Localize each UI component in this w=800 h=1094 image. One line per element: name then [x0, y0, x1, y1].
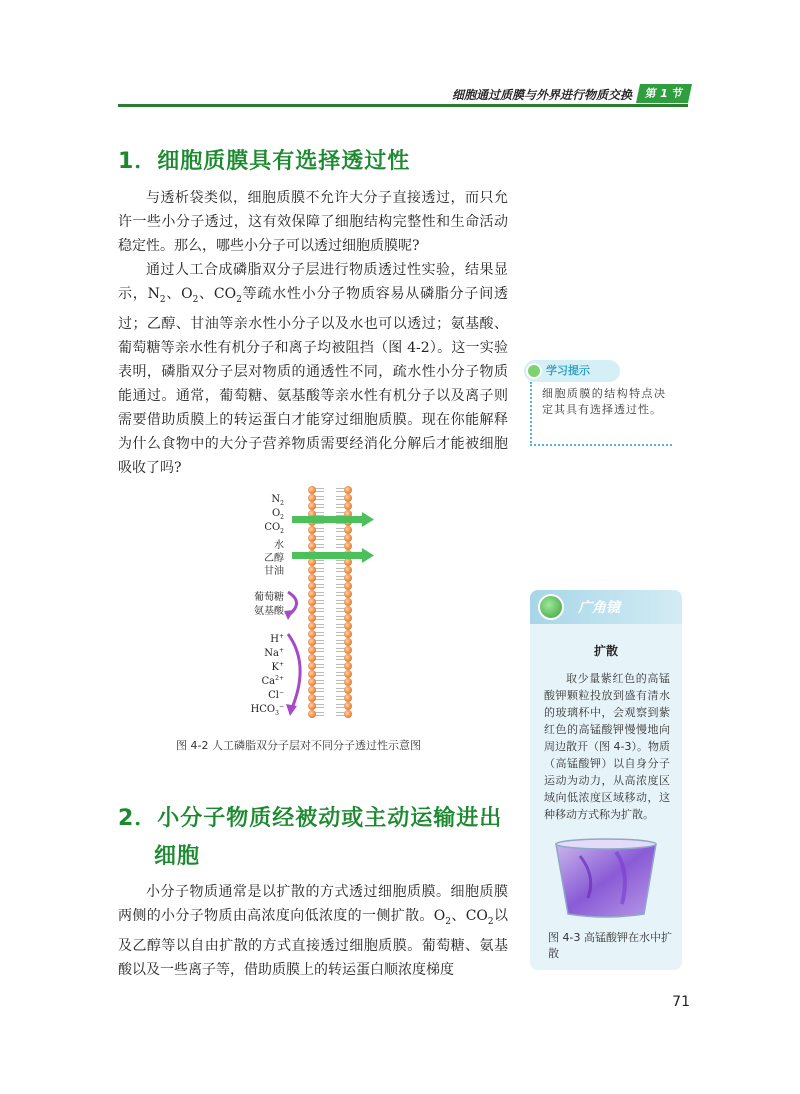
section-2-heading: 2．小分子物质经被动或主动运输进出 细胞: [118, 806, 503, 869]
phospholipid-head: [344, 534, 352, 542]
phospholipid-head: [344, 574, 352, 582]
phospholipid-head: [308, 622, 316, 630]
bilayer-diagram: [240, 484, 390, 724]
blocked-arrow-ions: [288, 634, 300, 708]
phospholipid-head: [344, 670, 352, 678]
lens-icon: [538, 594, 564, 620]
page-number: 71: [672, 994, 690, 1010]
phospholipid-head: [344, 590, 352, 598]
phospholipid-head: [344, 558, 352, 566]
paragraph-3: 小分子物质通常是以扩散的方式透过细胞质膜。细胞质膜两侧的小分子物质由高浓度向低浓度的一侧扩散。$O_2$、$CO_2$以及乙醇等以自由扩散的方式直接透过细胞质膜。葡萄糖、氨基酸以及一些离子等，借助质膜上的转运蛋白顺浓度梯度: [118, 884, 508, 978]
learning-tip-text: 细胞质膜的结构特点决定其具有选择透过性。: [542, 387, 666, 416]
phospholipid-head: [344, 502, 352, 510]
phospholipid-head: [308, 686, 316, 694]
learning-tip-badge: [524, 360, 620, 382]
phospholipid-head: [344, 606, 352, 614]
figure-4-2-caption: 图 4-2 人工磷脂双分子层对不同分子透过性示意图: [176, 739, 421, 752]
label-glycerol: 甘油: [264, 566, 284, 577]
label-ca-ion: $Ca^{2+}$: [261, 675, 284, 687]
label-hco3-ion: $HCO_3^-$: [250, 703, 284, 717]
phospholipid-head: [308, 654, 316, 662]
phospholipid-head: [344, 710, 352, 718]
paragraph-2: 通过人工合成磷脂双分子层进行物质透过性实验，结果显示，$N_2$、$O_2$、$CO_2$等疏水性小分子物质容易从磷脂分子间透过；乙醇、甘油等亲水性小分子以及水也可以透过；氨基酸、葡萄糖等亲水性有机分子和离子均被阻挡（图 4-2）。这一实验表明，磷脂双分子层对物质的通透性不同，疏水性小分子物质能通过。通常，葡萄糖、氨基酸等亲水性有机分子以及离子则需要借助质膜上的转运蛋白才能穿过细胞质膜。现在你能解释为什么食物中的大分子营养物质需要经消化分解后才能被细胞吸收了吗?: [118, 262, 509, 476]
phospholipid-head: [344, 630, 352, 638]
phospholipid-head: [308, 662, 316, 670]
phospholipid-head: [308, 590, 316, 598]
phospholipid-head: [344, 678, 352, 686]
phospholipid-head: [344, 486, 352, 494]
section-badge: 第 1 节: [636, 84, 692, 103]
phospholipid-head: [308, 558, 316, 566]
blocked-arrowhead-organic: [284, 610, 294, 620]
phospholipid-head: [308, 534, 316, 542]
label-k-ion: K+: [271, 661, 284, 673]
phospholipid-head: [344, 694, 352, 702]
phospholipid-head: [308, 566, 316, 574]
wide-angle-subtitle: 扩散: [593, 644, 618, 658]
phospholipid-head: [308, 494, 316, 502]
phospholipid-head: [344, 702, 352, 710]
figure-4-3-caption: 图 4-3 高锰酸钾在水中扩散: [548, 931, 672, 960]
paragraph-1: 与透析袋类似，细胞质膜不允许大分子直接透过，而只允许一些小分子透过，这有效保障了细胞结构完整性和生命活动稳定性。那么，哪些小分子可以透过细胞质膜呢?: [118, 190, 508, 254]
phospholipid-head: [308, 486, 316, 494]
label-na-ion: Na+: [264, 647, 284, 659]
phospholipid-head: [308, 574, 316, 582]
running-header-title: 细胞通过质膜与外界进行物质交换: [451, 88, 632, 102]
label-glucose: 葡萄糖: [254, 592, 284, 603]
learning-tip-box: [524, 360, 674, 448]
label-o2: $O_2$: [271, 508, 284, 521]
learning-tip-label: 学习提示: [546, 364, 590, 377]
wide-angle-box: [530, 590, 682, 970]
phospholipid-head: [308, 606, 316, 614]
wide-angle-header: [530, 590, 682, 624]
phospholipid-head: [308, 670, 316, 678]
permeable-arrow-gases: [292, 512, 374, 527]
permeable-arrow-water: [292, 548, 374, 563]
phospholipid-head: [344, 526, 352, 534]
phospholipid-head: [344, 582, 352, 590]
phospholipid-head: [308, 694, 316, 702]
beaker-image: [550, 836, 662, 920]
phospholipid-head: [344, 686, 352, 694]
wide-angle-text: 取少量紫红色的高锰酸钾颗粒投放到盛有清水的玻璃杯中，会观察到紫红色的高锰酸钾慢慢地向周边散开（图 4-3）。物质（高锰酸钾）以自身分子运动为动力，从高浓度区域向低浓度区域移动，这种移动方式称为扩散。: [544, 672, 670, 821]
phospholipid-head: [308, 710, 316, 718]
wide-angle-label: 广角镜: [578, 600, 620, 616]
phospholipid-head: [344, 646, 352, 654]
header-rule: [118, 104, 688, 107]
phospholipid-head: [308, 598, 316, 606]
phospholipid-head: [344, 566, 352, 574]
blocked-arrowhead-ions: [286, 704, 297, 716]
label-h-ion: H+: [270, 633, 284, 645]
phospholipid-head: [344, 614, 352, 622]
phospholipid-head: [308, 526, 316, 534]
phospholipid-head: [344, 598, 352, 606]
phospholipid-head: [344, 494, 352, 502]
label-n2: $N_2$: [271, 494, 284, 507]
phospholipid-head: [308, 646, 316, 654]
phospholipid-head: [344, 654, 352, 662]
label-cl-ion: Cl−: [268, 689, 284, 701]
section-1-heading: 1．细胞质膜具有选择透过性: [118, 149, 411, 174]
phospholipid-head: [308, 614, 316, 622]
phospholipid-head: [308, 502, 316, 510]
phospholipid-head: [344, 542, 352, 550]
label-ethanol: 乙醇: [264, 553, 284, 564]
label-co2: $CO_2$: [264, 522, 284, 535]
phospholipid-head: [344, 662, 352, 670]
phospholipid-head: [344, 622, 352, 630]
phospholipid-head: [308, 638, 316, 646]
phospholipid-head: [344, 638, 352, 646]
label-water: 水: [274, 540, 284, 551]
phospholipid-head: [308, 630, 316, 638]
label-amino-acid: 氨基酸: [254, 606, 284, 617]
phospholipid-head: [308, 542, 316, 550]
phospholipid-head: [308, 702, 316, 710]
phospholipid-head: [308, 582, 316, 590]
tip-bulb-icon: [526, 363, 542, 379]
phospholipid-head: [308, 678, 316, 686]
